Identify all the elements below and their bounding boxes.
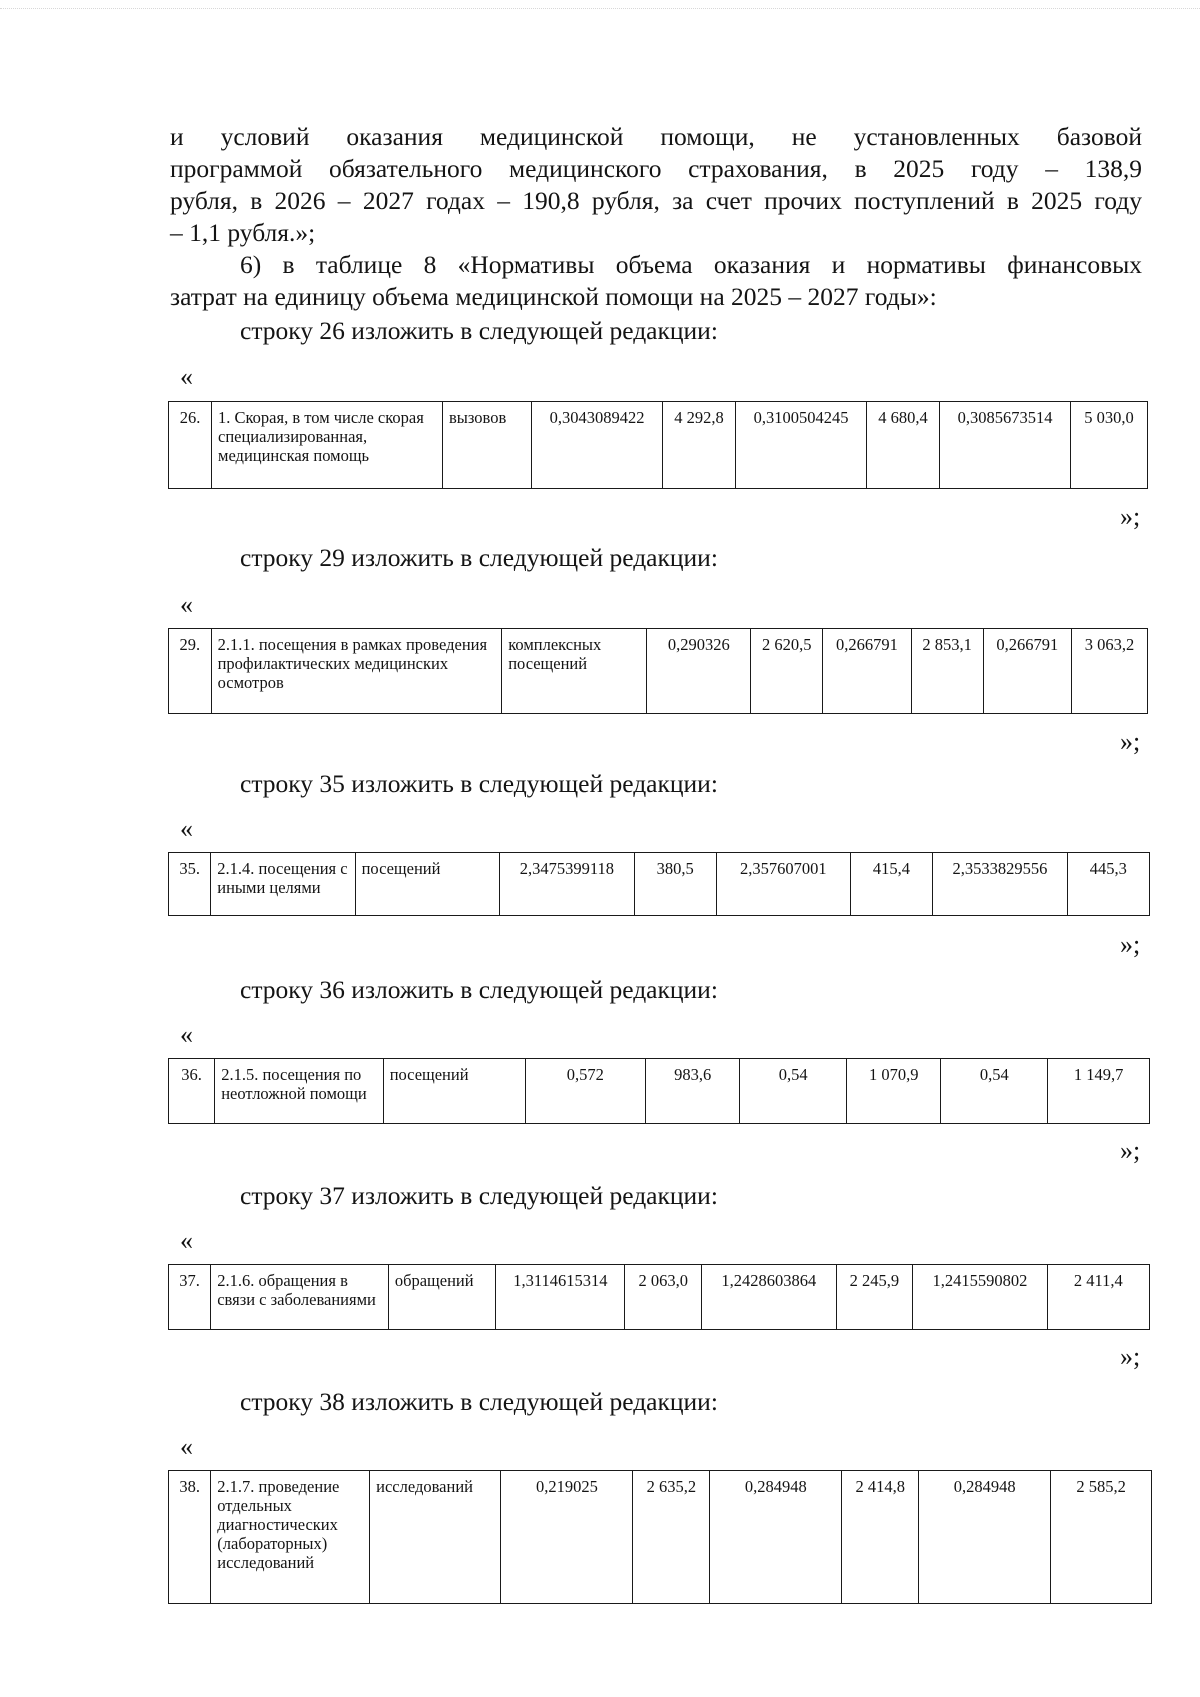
row-number: 29. xyxy=(169,629,212,714)
cost-2027: 5 030,0 xyxy=(1071,402,1148,489)
open-quote: « xyxy=(180,1020,193,1049)
section-heading-35: строку 35 изложить в следующей редакции: xyxy=(240,769,718,798)
close-quote: »; xyxy=(1120,930,1141,959)
row-name: 2.1.5. посещения по неотложной помощи xyxy=(215,1059,383,1124)
volume-2025: 0,572 xyxy=(525,1059,646,1124)
volume-2027: 0,266791 xyxy=(983,629,1071,714)
cost-2027: 445,3 xyxy=(1067,853,1149,916)
table-row-29 xyxy=(168,628,1148,714)
row-unit: вызовов xyxy=(443,402,532,489)
volume-2027: 1,2415590802 xyxy=(913,1265,1048,1330)
row-unit: посещений xyxy=(355,853,499,916)
row-name: 2.1.1. посещения в рамках проведения профилактических медицинских осмотров xyxy=(211,629,502,714)
section-heading-29: строку 29 изложить в следующей редакции: xyxy=(240,543,718,572)
row-name: 1. Скорая, в том числе скорая специализированная, медицинская помощь xyxy=(212,402,443,489)
row-unit: комплексных посещений xyxy=(502,629,647,714)
cost-2025: 4 292,8 xyxy=(663,402,736,489)
volume-2027: 2,3533829556 xyxy=(933,853,1068,916)
close-quote: »; xyxy=(1120,1342,1141,1371)
volume-2026: 0,266791 xyxy=(823,629,911,714)
cost-2026: 2 245,9 xyxy=(836,1265,913,1330)
volume-2027: 0,54 xyxy=(941,1059,1048,1124)
volume-2026: 2,357607001 xyxy=(716,853,850,916)
volume-2025: 0,3043089422 xyxy=(532,402,663,489)
row-unit: исследований xyxy=(370,1471,501,1604)
volume-2027: 0,284948 xyxy=(919,1471,1051,1604)
cost-2025: 380,5 xyxy=(634,853,716,916)
intro-line-4: – 1,1 рубля.»; xyxy=(170,218,316,247)
row-name: 2.1.7. проведение отдельных диагностических (лабораторных) исследований xyxy=(211,1471,370,1604)
volume-2027: 0,3085673514 xyxy=(940,402,1071,489)
cost-2026: 1 070,9 xyxy=(847,1059,941,1124)
table-row-36 xyxy=(168,1058,1150,1124)
row-unit: обращений xyxy=(388,1265,496,1330)
row-number: 38. xyxy=(169,1471,211,1604)
row-unit: посещений xyxy=(383,1059,525,1124)
volume-2025: 0,219025 xyxy=(501,1471,633,1604)
section-heading-26: строку 26 изложить в следующей редакции: xyxy=(240,316,718,345)
cost-2026: 2 414,8 xyxy=(842,1471,919,1604)
volume-2025: 0,290326 xyxy=(647,629,751,714)
table-row-26 xyxy=(168,401,1148,489)
table-row-38 xyxy=(168,1470,1152,1604)
open-quote: « xyxy=(180,590,193,619)
open-quote: « xyxy=(180,362,193,391)
open-quote: « xyxy=(180,1432,193,1461)
cost-2026: 2 853,1 xyxy=(911,629,983,714)
close-quote: »; xyxy=(1120,1136,1141,1165)
item6-line-2: затрат на единицу объема медицинской помощи на 2025 – 2027 годы»: xyxy=(170,282,937,311)
row-number: 35. xyxy=(169,853,211,916)
section-heading-38: строку 38 изложить в следующей редакции: xyxy=(240,1387,718,1416)
row-number: 37. xyxy=(169,1265,211,1330)
cost-2027: 2 411,4 xyxy=(1047,1265,1149,1330)
volume-2025: 1,3114615314 xyxy=(496,1265,625,1330)
volume-2026: 0,54 xyxy=(740,1059,847,1124)
cost-2025: 983,6 xyxy=(646,1059,740,1124)
volume-2026: 0,284948 xyxy=(710,1471,842,1604)
cost-2026: 415,4 xyxy=(850,853,932,916)
row-name: 2.1.6. обращения в связи с заболеваниями xyxy=(211,1265,389,1330)
volume-2025: 2,3475399118 xyxy=(500,853,635,916)
open-quote: « xyxy=(180,814,193,843)
row-name: 2.1.4. посещения с иными целями xyxy=(211,853,355,916)
cost-2025: 2 620,5 xyxy=(751,629,823,714)
volume-2026: 0,3100504245 xyxy=(736,402,867,489)
table-row-35 xyxy=(168,852,1150,916)
close-quote: »; xyxy=(1120,502,1141,531)
row-number: 36. xyxy=(169,1059,215,1124)
cost-2027: 1 149,7 xyxy=(1048,1059,1150,1124)
section-heading-37: строку 37 изложить в следующей редакции: xyxy=(240,1181,718,1210)
cost-2025: 2 635,2 xyxy=(633,1471,710,1604)
cost-2027: 3 063,2 xyxy=(1072,629,1148,714)
scan-edge-line xyxy=(0,8,1200,9)
item6-line-1: 6) в таблице 8 «Нормативы объема оказания и нормативы финансовых xyxy=(240,250,1142,279)
cost-2025: 2 063,0 xyxy=(625,1265,702,1330)
open-quote: « xyxy=(180,1226,193,1255)
volume-2026: 1,2428603864 xyxy=(702,1265,837,1330)
intro-line-1: и условий оказания медицинской помощи, не установленных базовой xyxy=(170,122,1142,151)
close-quote: »; xyxy=(1120,727,1141,756)
table-row-37 xyxy=(168,1264,1150,1330)
intro-line-3: рубля, в 2026 – 2027 годах – 190,8 рубля, за счет прочих поступлений в 2025 году xyxy=(170,186,1142,215)
row-number: 26. xyxy=(169,402,212,489)
cost-2027: 2 585,2 xyxy=(1051,1471,1152,1604)
cost-2026: 4 680,4 xyxy=(867,402,940,489)
section-heading-36: строку 36 изложить в следующей редакции: xyxy=(240,975,718,1004)
intro-line-2: программой обязательного медицинского страхования, в 2025 году – 138,9 xyxy=(170,154,1142,183)
